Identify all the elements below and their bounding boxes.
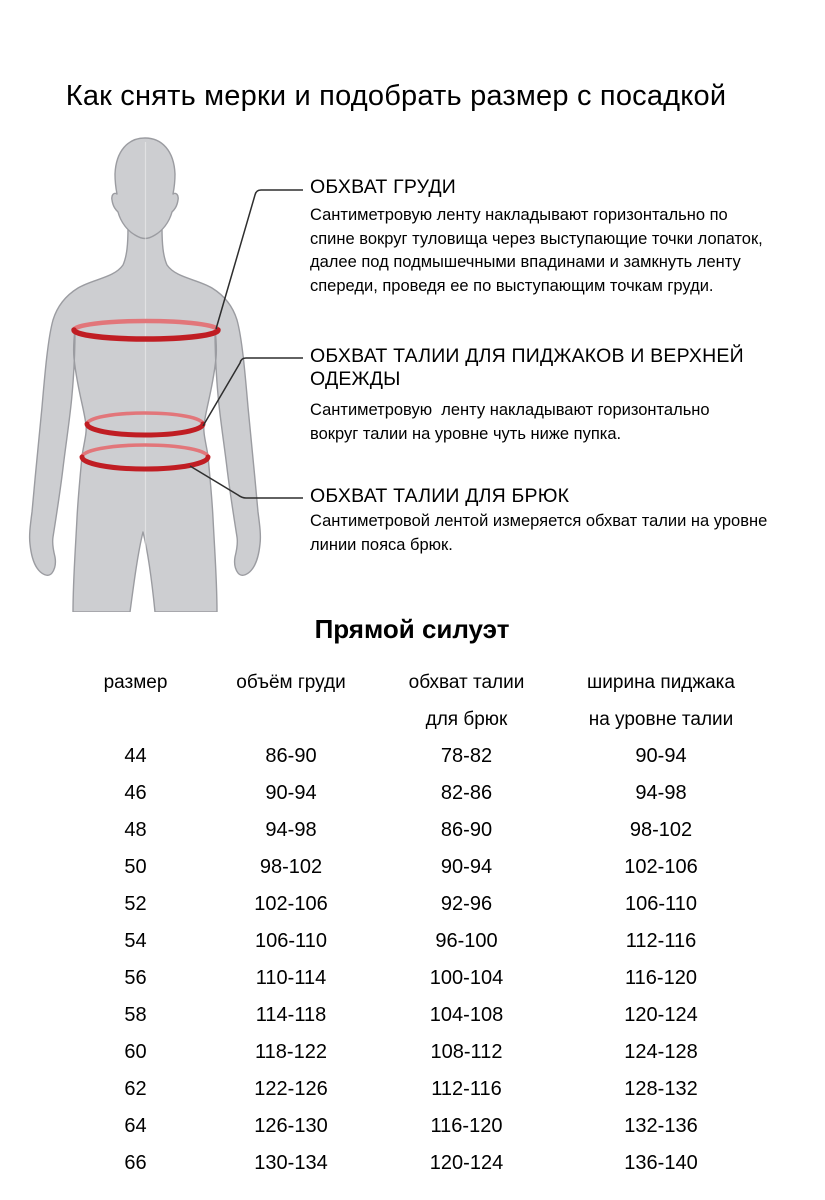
- table-row: [62, 1071, 762, 1108]
- table-cell: 110-114: [255, 967, 327, 989]
- column-header-line: обхват талии: [408, 671, 525, 693]
- table-cell: 116-120: [625, 967, 697, 989]
- column-header-line: размер: [103, 671, 168, 693]
- measurement-description: [310, 399, 800, 446]
- table-cell: 106-110: [255, 930, 327, 952]
- table-cell: 60: [124, 1041, 147, 1063]
- table-cell: 56: [124, 967, 147, 989]
- table-cell: 108-112: [430, 1041, 503, 1063]
- table-row: [62, 812, 762, 849]
- table-cell: 112-116: [625, 930, 697, 952]
- table-cell: 98-102: [259, 856, 323, 878]
- table-row: [62, 1108, 762, 1145]
- table-cell: 122-126: [254, 1078, 328, 1100]
- body-measurement-figure: [22, 132, 312, 612]
- measurement-heading: ОБХВАТ ТАЛИИ ДЛЯ ПИДЖАКОВ И ВЕРХНЕЙ ОДЕЖДЫ: [310, 345, 744, 390]
- table-cell: 58: [124, 1004, 147, 1026]
- description-line: Сантиметровую ленту накладывают горизонтально по: [310, 206, 728, 224]
- table-cell: 106-110: [625, 893, 697, 915]
- table-cell: 62: [124, 1078, 147, 1100]
- table-cell: 90-94: [440, 856, 493, 878]
- table-row: [62, 775, 762, 812]
- table-cell: 86-90: [440, 819, 493, 841]
- measurement-heading: ОБХВАТ ТАЛИИ ДЛЯ БРЮК: [310, 485, 570, 507]
- table-cell: 48: [124, 819, 147, 841]
- size-table-title: Прямой силуэт: [314, 614, 510, 644]
- measurement-section-chest: [310, 176, 800, 298]
- column-header-size: [62, 664, 209, 738]
- table-cell: 46: [124, 782, 147, 804]
- table-cell: 92-96: [440, 893, 493, 915]
- table-cell: 132-136: [624, 1115, 698, 1137]
- column-header-line: [209, 701, 373, 738]
- table-cell: 112-116: [431, 1078, 502, 1100]
- column-header-line: на уровне талии: [588, 708, 734, 730]
- table-cell: 116-120: [430, 1115, 503, 1137]
- measurement-section-trouser-waist: [310, 485, 800, 557]
- table-row: [62, 1145, 762, 1182]
- measurement-heading: ОБХВАТ ГРУДИ: [310, 176, 456, 198]
- table-cell: 64: [124, 1115, 147, 1137]
- column-header-chest: [209, 664, 373, 738]
- size-table: [62, 664, 762, 1182]
- table-cell: 120-124: [624, 1004, 698, 1026]
- table-row: [62, 1034, 762, 1071]
- table-cell: 124-128: [624, 1041, 698, 1063]
- table-cell: 90-94: [265, 782, 317, 804]
- table-cell: 128-132: [624, 1078, 698, 1100]
- table-cell: 94-98: [265, 819, 317, 841]
- column-header-line: объём груди: [236, 671, 346, 693]
- table-cell: 130-134: [254, 1152, 328, 1174]
- description-line: линии пояса брюк.: [310, 535, 453, 554]
- measurement-description: [310, 204, 800, 298]
- table-row: [62, 849, 762, 886]
- table-cell: 82-86: [440, 782, 493, 804]
- table-row: [62, 960, 762, 997]
- table-cell: 78-82: [440, 745, 493, 767]
- table-row: [62, 886, 762, 923]
- table-cell: 66: [124, 1152, 147, 1174]
- table-cell: 104-108: [429, 1004, 504, 1026]
- table-cell: 44: [124, 745, 147, 767]
- table-cell: 98-102: [629, 819, 693, 841]
- page-title: Как снять мерки и подобрать размер с посадкой: [65, 80, 727, 112]
- table-body: [62, 738, 762, 1182]
- description-line: вокруг талии на уровне чуть ниже пупка.: [310, 424, 622, 443]
- table-cell: 50: [124, 856, 147, 878]
- table-cell: 126-130: [254, 1115, 328, 1137]
- table-cell: 52: [124, 893, 147, 915]
- table-cell: 100-104: [429, 967, 504, 989]
- table-cell: 54: [124, 930, 147, 952]
- measurement-section-jacket-waist: [310, 345, 800, 446]
- table-cell: 96-100: [435, 930, 498, 952]
- description-line: спереди, проведя ее по выступающим точкам груди.: [310, 276, 714, 295]
- table-header-row: [62, 664, 762, 738]
- column-header-line: для брюк: [425, 708, 508, 730]
- table-cell: 90-94: [635, 745, 687, 767]
- column-header-trouser-waist: [373, 664, 560, 738]
- column-header-line: [62, 701, 209, 738]
- table-cell: 118-122: [255, 1041, 327, 1063]
- table-cell: 136-140: [624, 1152, 698, 1174]
- table-cell: 86-90: [265, 745, 317, 767]
- column-header-line: ширина пиджака: [587, 671, 735, 693]
- table-cell: 102-106: [624, 856, 698, 878]
- table-cell: 94-98: [635, 782, 687, 804]
- measurement-description: [310, 510, 800, 557]
- table-cell: 120-124: [429, 1152, 504, 1174]
- table-row: [62, 923, 762, 960]
- description-line: далее под подмышечными впадинами и замкнуть ленту: [310, 253, 741, 271]
- table-cell: 102-106: [254, 893, 328, 915]
- description-line: Сантиметровой лентой измеряется обхват талии на уровне: [310, 512, 768, 530]
- description-line: спине вокруг туловища через выступающие точки лопаток,: [310, 229, 763, 248]
- column-header-jacket-width: [560, 664, 762, 738]
- description-line: Сантиметровую ленту накладывают горизонтально: [310, 401, 710, 419]
- table-cell: 114-118: [255, 1004, 327, 1026]
- table-row: [62, 997, 762, 1034]
- table-row: [62, 738, 762, 775]
